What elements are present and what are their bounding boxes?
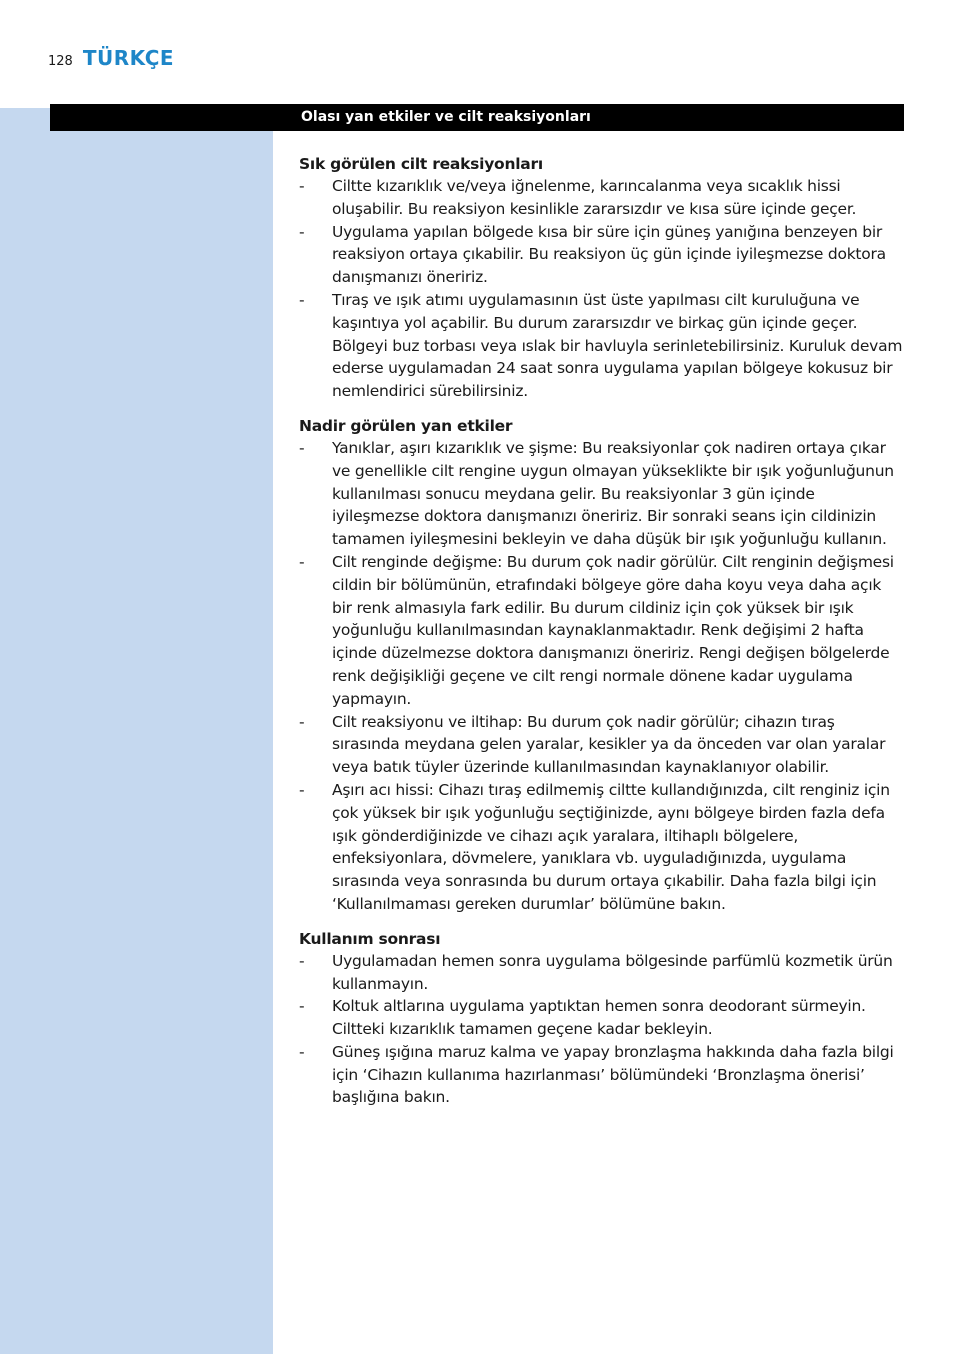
list-item-text: Uygulamadan hemen sonra uygulama bölgesinde parfümlü kozmetik ürün kullanmayın. [332,951,893,993]
dash-bullet: - [299,222,305,241]
list-item [299,551,903,711]
subheading: Nadir görülen yan etkiler [299,416,513,435]
list-item [299,289,903,403]
main-content [299,153,903,1109]
section-bar [50,104,904,131]
list-item [299,437,903,551]
bullet-list [299,950,903,1110]
list-item-text: Ciltte kızarıklık ve/veya iğnelenme, karıncalanma veya sıcaklık hissi oluşabilir. Bu reaksiyon kesinlikle zararsızdır ve kısa süre içinde geçer. [332,177,857,218]
dash-bullet: - [299,712,305,731]
subheading: Kullanım sonrası [299,929,441,948]
page-number: 128 [48,54,73,69]
list-item [299,1041,903,1109]
sidebar-panel [0,108,273,1354]
list-item [299,221,903,289]
section-title: Olası yan etkiler ve cilt reaksiyonları [301,109,591,125]
list-item-text: Cilt renginde değişme: Bu durum çok nadir görülür. Cilt renginin değişmesi cildin bir bölümünün, etrafındaki bölgeye göre daha koyu veya daha açık bir renk almasıyla fark edilir. Bu durum cildiniz için çok yüksek bir ışık yoğunluğu kullanılmasından kaynaklanmaktadır. Renk değişimi 2 hafta içinde düzelmezse doktora danışmanızı öneririz. Rengi değişen bölgelerde renk değişikliği geçene ve cilt rengi normale dönene kadar uygulama yapmayın. [332,552,894,708]
list-item [299,995,903,1041]
list-item [299,711,903,779]
list-item-text: Cilt reaksiyonu ve iltihap: Bu durum çok nadir görülür; cihazın tıraş sırasında meydana gelen yaralar, kesikler ya da önceden var olan yaralar veya batık tüyler üzerinde kullanılmasından kaynaklanıyor olabilir. [332,712,886,777]
group-common-reactions [299,153,903,403]
dash-bullet: - [299,290,305,309]
dash-bullet: - [299,177,305,195]
dash-bullet: - [299,438,305,457]
page-header [48,46,174,76]
list-item-text: Koltuk altlarına uygulama yaptıktan hemen sonra deodorant sürmeyin. Ciltteki kızarıklık tamamen geçene kadar bekleyin. [332,997,866,1039]
dash-bullet: - [299,780,305,799]
group-rare-side-effects [299,415,903,916]
bullet-list [299,437,903,916]
group-after-use [299,928,903,1110]
list-item-text: Güneş ışığına maruz kalma ve yapay bronzlaşma hakkında daha fazla bilgi için ‘Cihazın kullanıma hazırlanması’ bölümündeki ‘Bronzlaşma önerisi’ başlığına bakın. [332,1042,894,1107]
subheading: Sık görülen cilt reaksiyonları [299,155,543,173]
dash-bullet: - [299,997,305,1016]
list-item-text: Yanıklar, aşırı kızarıklık ve şişme: Bu reaksiyonlar çok nadiren ortaya çıkar ve genellikle cilt rengine uygun olmayan yükseklikte bir ışık yoğunluğunun kullanılması sonucu meydana gelir. Bu reaksiyonlar 3 gün içinde iyileşmezse doktora danışmanızı öneririz. Bir sonraki seans için cildinizin tamamen iyileşmesini bekleyin ve daha düşük bir ışık yoğunluğu kullanın. [332,438,894,549]
list-item-text: Aşırı acı hissi: Cihazı tıraş edilmemiş ciltte kullandığınızda, cilt renginiz için çok yüksek bir ışık yoğunluğu seçtiğinizde, aynı bölgeye birden fazla defa ışık gönderdiğinizde ve cihazı açık yaralara, iltihaplı bölgelere, enfeksiyonlara, dövmelere, yanıklara vb. uyguladığınızda, uygulama sırasında veya sonrasında bu durum ortaya çıkabilir. Daha fazla bilgi için ‘Kullanılmaması gereken durumlar’ bölümüne bakın. [332,780,890,913]
dash-bullet: - [299,951,305,970]
language-title: TÜRKÇE [82,46,175,70]
dash-bullet: - [299,552,305,571]
list-item [299,779,903,916]
list-item [299,950,903,996]
list-item-text: Uygulama yapılan bölgede kısa bir süre için güneş yanığına benzeyen bir reaksiyon ortaya çıkabilir. Bu reaksiyon üç gün içinde iyileşmezse doktora danışmanızı öneririz. [332,222,886,287]
bullet-list [299,175,903,403]
dash-bullet: - [299,1042,305,1061]
list-item-text: Tıraş ve ışık atımı uygulamasının üst üste yapılması cilt kuruluğuna ve kaşıntıya yol açabilir. Bu durum zararsızdır ve birkaç gün içinde geçer. Bölgeyi buz torbası veya ıslak bir havluyla serinletebilirsiniz. Kuruluk devam ederse uygulamadan 24 saat sonra uygulama yapılan bölgeye kokusuz bir nemlendirici sürebilirsiniz. [332,290,903,401]
list-item [299,175,903,221]
